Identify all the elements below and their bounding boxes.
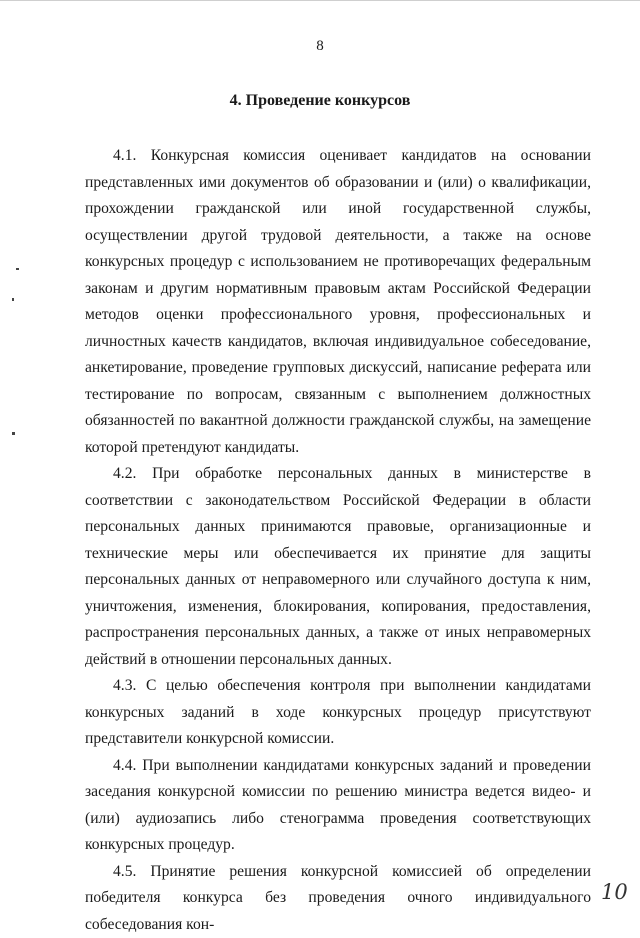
scan-artifact	[12, 432, 15, 435]
section-title: 4. Проведение конкурсов	[0, 92, 640, 110]
paragraph-4-3: 4.3. С целью обеспечения контроля при выполнении кандидатами конкурсных заданий в ходе конкурсных процедур присутствуют представители конкурсной комиссии.	[85, 673, 591, 753]
handwritten-page-number: 10	[601, 880, 628, 904]
page-number: 8	[0, 38, 640, 55]
paragraph-4-4: 4.4. При выполнении кандидатами конкурсных заданий и проведении заседания конкурсной комиссии по решению министра ведется видео- и (или) аудиозапись либо стенограмма проведения соответствующих конкурсных процедур.	[85, 753, 591, 859]
scan-artifact	[12, 298, 14, 301]
document-body	[85, 143, 591, 938]
paragraph-4-2: 4.2. При обработке персональных данных в министерстве в соответствии с законодательством Российской Федерации в области персональных данных принимаются правовые, организационные и технические меры или обеспечивается их принятие для защиты персональных данных от неправомерного или случайного доступа к ним, уничтожения, изменения, блокирования, копирования, предоставления, распространения персональных данных, а также от иных неправомерных действий в отношении персональных данных.	[85, 461, 591, 673]
scan-top-edge	[0, 0, 640, 1]
paragraph-4-1: 4.1. Конкурсная комиссия оценивает кандидатов на основании представленных ими документов об образовании и (или) о квалификации, прохождении гражданской или иной государственной службы, осуществлении другой трудовой деятельности, а также на основе конкурсных процедур с использованием не противоречащих федеральным законам и другим нормативным правовым актам Российской Федерации методов оценки профессионального уровня, профессиональных и личностных качеств кандидатов, включая индивидуальное собеседование, анкетирование, проведение групповых дискуссий, написание реферата или тестирование по вопросам, связанным с выполнением должностных обязанностей по вакантной должности гражданской службы, на замещение которой претендуют кандидаты.	[85, 143, 591, 461]
scan-artifact	[16, 268, 19, 270]
paragraph-4-5: 4.5. Принятие решения конкурсной комиссией об определении победителя конкурса без проведения очного индивидуального собеседования кон-	[85, 859, 591, 938]
